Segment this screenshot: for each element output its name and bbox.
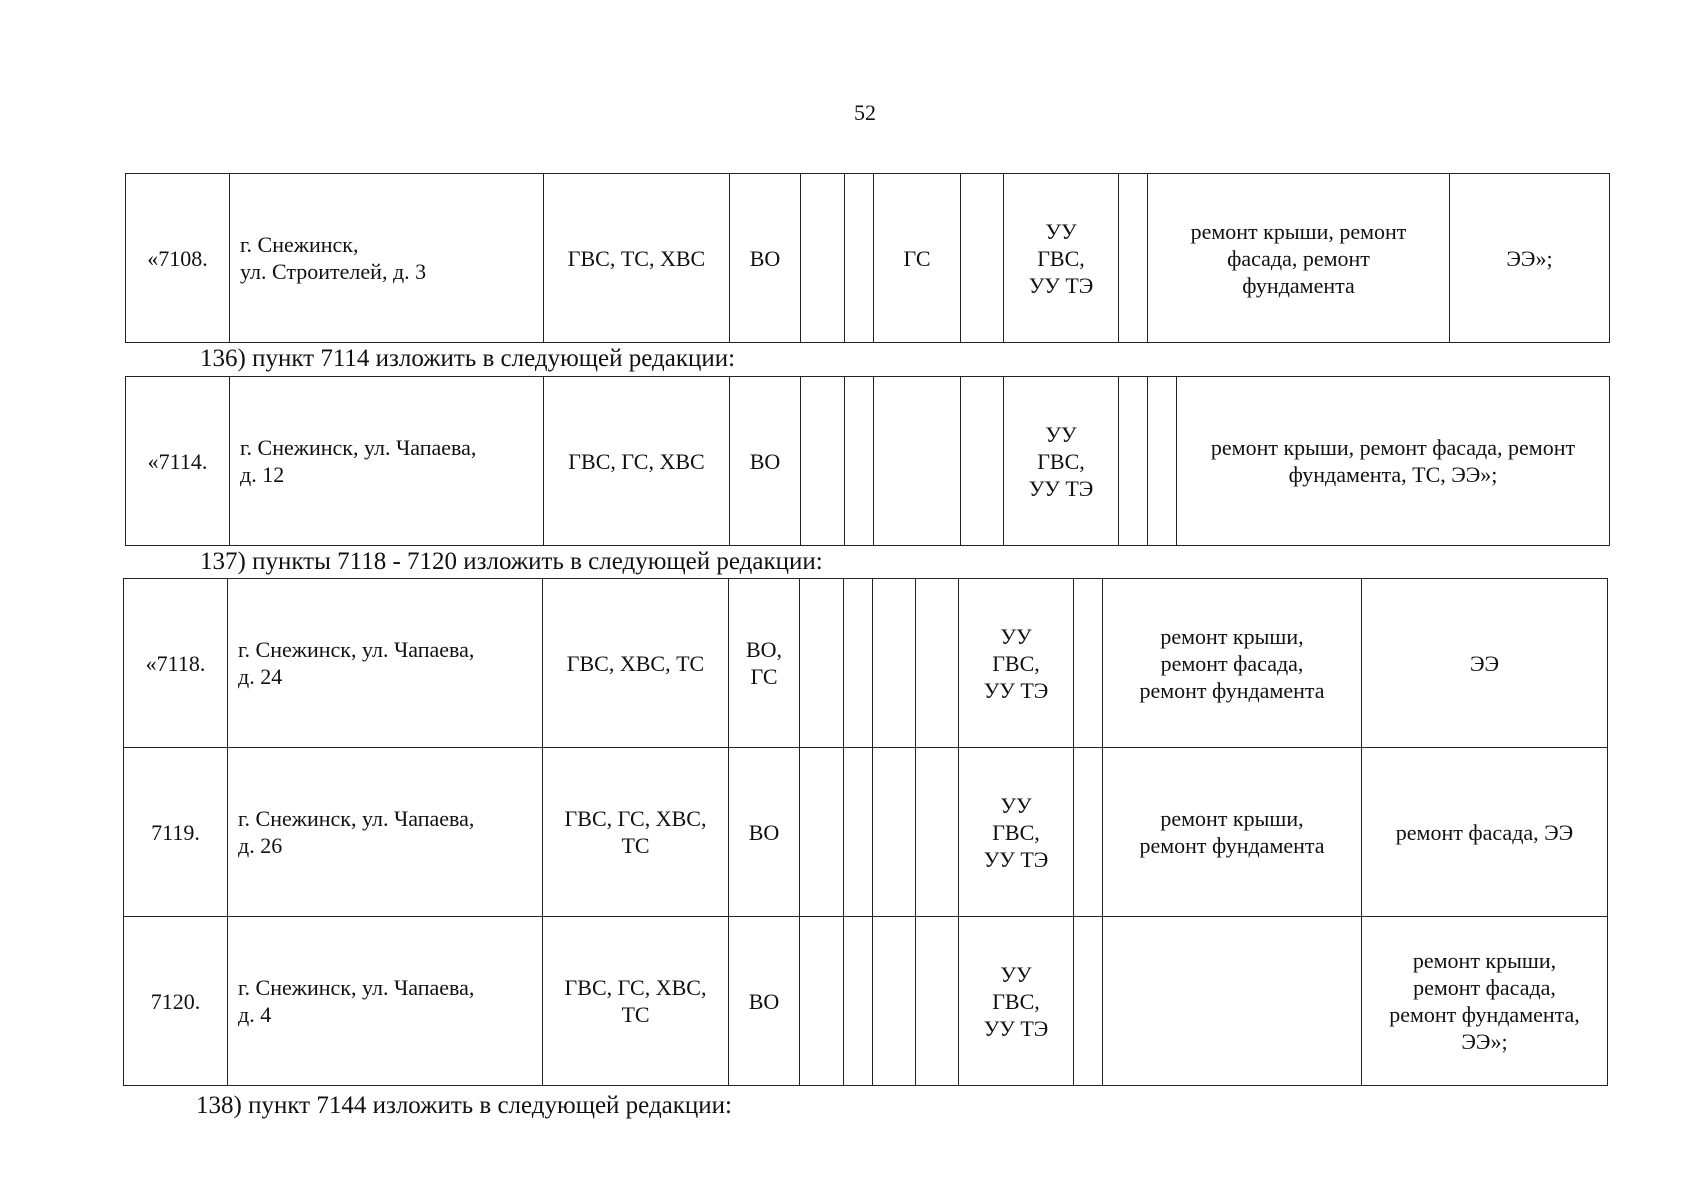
empty-cell (1074, 917, 1103, 1086)
address-cell: г. Снежинск, ул. Строителей, д. 3 (230, 174, 544, 343)
item-number: 7120. (124, 917, 228, 1086)
table-item-7108 (125, 173, 1610, 343)
other-cell: ЭЭ (1362, 579, 1608, 748)
table-row (124, 917, 1608, 1086)
repairs-cell: ремонт крыши, ремонт фасада, ремонт фундамента (1148, 174, 1450, 343)
empty-cell (800, 748, 844, 917)
services-cell: ГВС, ТС, ХВС (544, 174, 730, 343)
empty-cell (916, 748, 959, 917)
empty-cell (1074, 579, 1103, 748)
table-item-7114 (125, 376, 1610, 546)
empty-cell (873, 748, 916, 917)
repairs-cell: ремонт крыши, ремонт фасада, ремонт фундамента (1103, 579, 1362, 748)
empty-cell (845, 174, 874, 343)
address-cell: г. Снежинск, ул. Чапаева, д. 4 (228, 917, 543, 1086)
vo-cell: ВО (729, 748, 800, 917)
empty-cell (800, 579, 844, 748)
meters-cell: УУ ГВС, УУ ТЭ (959, 917, 1074, 1086)
item-number: 7119. (124, 748, 228, 917)
empty-cell (873, 579, 916, 748)
services-cell: ГВС, ГС, ХВС, ТС (543, 748, 729, 917)
repairs-cell (1103, 917, 1362, 1086)
address-cell: г. Снежинск, ул. Чапаева, д. 26 (228, 748, 543, 917)
empty-cell (916, 579, 959, 748)
empty-cell (845, 377, 874, 546)
ee-cell: ЭЭ»; (1450, 174, 1610, 343)
vo-cell: ВО (730, 174, 801, 343)
vo-cell: ВО (730, 377, 801, 546)
other-cell: ремонт фасада, ЭЭ (1362, 748, 1608, 917)
meters-cell: УУ ГВС, УУ ТЭ (959, 748, 1074, 917)
gs-cell: ГС (874, 174, 961, 343)
instruction-138: 138) пункт 7144 изложить в следующей редакции: (196, 1092, 732, 1119)
instruction-137: 137) пункты 7118 - 7120 изложить в следующей редакции: (200, 548, 823, 575)
services-cell: ГВС, ГС, ХВС, ТС (543, 917, 729, 1086)
meters-cell: УУ ГВС, УУ ТЭ (959, 579, 1074, 748)
other-cell: ремонт крыши, ремонт фасада, ремонт фундамента, ЭЭ»; (1362, 917, 1608, 1086)
address-cell: г. Снежинск, ул. Чапаева, д. 12 (230, 377, 544, 546)
table-items-7118-7120 (123, 578, 1608, 1086)
empty-cell (916, 917, 959, 1086)
address-cell: г. Снежинск, ул. Чапаева, д. 24 (228, 579, 543, 748)
empty-cell (874, 377, 961, 546)
empty-cell (844, 917, 873, 1086)
item-number: «7114. (126, 377, 230, 546)
empty-cell (800, 917, 844, 1086)
page-number: 52 (854, 100, 876, 125)
table-row (126, 174, 1610, 343)
table-row (126, 377, 1610, 546)
empty-cell (801, 174, 845, 343)
vo-cell: ВО, ГС (729, 579, 800, 748)
repairs-cell: ремонт крыши, ремонт фундамента (1103, 748, 1362, 917)
item-number: «7108. (126, 174, 230, 343)
repairs-cell: ремонт крыши, ремонт фасада, ремонт фундамента, ТС, ЭЭ»; (1177, 377, 1610, 546)
vo-cell: ВО (729, 917, 800, 1086)
empty-cell (961, 174, 1004, 343)
empty-cell (1074, 748, 1103, 917)
empty-cell (801, 377, 845, 546)
instruction-136: 136) пункт 7114 изложить в следующей редакции: (200, 345, 736, 372)
empty-cell (1148, 377, 1177, 546)
table-row (124, 579, 1608, 748)
empty-cell (844, 579, 873, 748)
empty-cell (844, 748, 873, 917)
empty-cell (1119, 174, 1148, 343)
services-cell: ГВС, ГС, ХВС (544, 377, 730, 546)
table-row (124, 748, 1608, 917)
empty-cell (961, 377, 1004, 546)
empty-cell (1119, 377, 1148, 546)
empty-cell (873, 917, 916, 1086)
meters-cell: УУ ГВС, УУ ТЭ (1004, 174, 1119, 343)
item-number: «7118. (124, 579, 228, 748)
meters-cell: УУ ГВС, УУ ТЭ (1004, 377, 1119, 546)
services-cell: ГВС, ХВС, ТС (543, 579, 729, 748)
